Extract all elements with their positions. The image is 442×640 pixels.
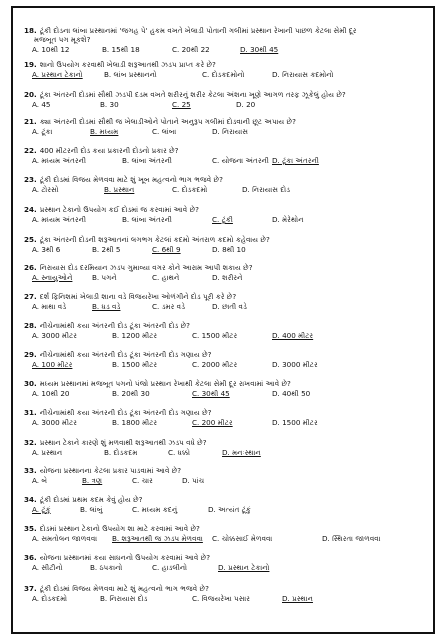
option-c: C. યોજના અંતરની [212, 156, 269, 165]
question-line: નીચેનામાંથી કયા અંતરની દોડ ટૂંકા અંતરની દોડ છે? [39, 321, 190, 330]
option-c: C. ચોક્કસાઈ મેળવવા [212, 534, 273, 543]
question-line: શાનો ઉપયોગ કરવાથી ખેલાડી શરૂઆતથી ઝડપ પ્રાપ્ત કરે છે? [39, 60, 216, 69]
option-b: B. નિરાયાસ દોડ [100, 594, 148, 603]
question-line: ટૂંકી દોડના લાંબા પ્રસ્થાનમાં 'જગહ પે' હુકમ વખતે ખેલાડી પોતાની ગલીમાં પ્રસ્થાન રેખાની પાછળ કેટલા સેમી દૂર [39, 26, 357, 35]
option-c: C. મધ્યમ કદનું [132, 505, 178, 514]
answer-options [28, 155, 428, 165]
question-19 [24, 60, 428, 79]
question-number: 20. [24, 90, 37, 99]
option-d: D. સ્થિરતા જાળવવા [322, 534, 381, 543]
option-c-correct: C. ટૂંકી [212, 215, 233, 224]
question-text [24, 466, 428, 475]
answer-options [28, 44, 428, 54]
question-number: 26. [24, 263, 37, 272]
answer-options [28, 301, 428, 311]
option-b: B. લાંબ પ્રસ્થાનનો [104, 70, 157, 79]
option-c: C. 2000 મીટર [192, 360, 238, 369]
option-a: A. સીટીનો [32, 563, 63, 572]
option-d: D. 3000 મીટર [272, 360, 318, 369]
option-b-correct: B. ધડ વડે [92, 302, 121, 311]
question-text [24, 263, 428, 272]
question-text [24, 553, 428, 562]
question-line: પ્રસ્થાન ટેકાનો ઉપયોગ કઈ દોડમાં જ કરવામાં આવે છે? [39, 205, 199, 214]
question-21 [24, 117, 428, 136]
question-text [24, 438, 428, 447]
option-b: B. 2થી 5 [92, 245, 121, 254]
question-text [24, 146, 428, 155]
option-c: C. દોડકદમો [172, 185, 208, 194]
question-line: ટૂંકા અંતરની દોડની શરૂઆતનાં લગભગ કેટલાં કદમો અંતરાળ કદમો કહેવાય છે? [39, 235, 270, 244]
option-b: B. દોડકદમ [104, 448, 138, 457]
option-c: C. ધક્કો [168, 448, 191, 457]
answer-options [28, 475, 428, 485]
option-b: B. લાંબું [80, 505, 103, 514]
option-c: C. વિજયરેખા પસાર [192, 594, 251, 603]
question-text [24, 117, 428, 126]
question-37 [24, 584, 428, 603]
question-line: ક્યા અંતરની દોડમાં સૌથી જ ખેલાડીઓને પોતાને અનુરૂપ ગલીમાં દોડવાની છૂટ અપાય છે? [39, 117, 296, 126]
option-b: B. 20થી 30 [112, 389, 150, 398]
option-b: B. લાંબા અંતરની [122, 215, 172, 224]
answer-options [28, 388, 428, 398]
question-number: 24. [24, 205, 37, 214]
question-text [24, 408, 428, 417]
option-a: A. 3000 મીટર [32, 418, 77, 427]
answer-options [28, 504, 428, 514]
option-b: B. 1500 મીટર [112, 360, 158, 369]
question-line: ટૂંકી દોડમાં પ્રથમ કદમ કેવું હોય છે? [39, 495, 143, 504]
answer-options [28, 562, 428, 572]
question-35 [24, 524, 428, 543]
question-text [24, 90, 428, 99]
option-d: D. નિરાયાસ કદમોનો [272, 70, 334, 79]
question-number: 27. [24, 292, 37, 301]
option-b-correct: B. શરૂઆતથી જ ઝડપ મેળવવા [112, 534, 203, 543]
question-line: ટૂંકી દોડમાં વિજય મેળવવા માટે શું ખૂબ મહત્વનો ભાગ ભજવે છે? [39, 175, 223, 184]
question-line: 400 મીટરની દોડ કયા પ્રકારની દોડનો પ્રકાર છે? [39, 146, 179, 155]
option-c-correct: C. 25 [172, 100, 191, 109]
option-a-correct: A. ટૂંકું [32, 505, 51, 514]
question-number: 25. [24, 235, 37, 244]
question-text [24, 35, 428, 44]
question-34 [24, 495, 428, 514]
answer-options [28, 359, 428, 369]
answer-options [28, 593, 428, 603]
question-text [24, 321, 428, 330]
option-b: B. 1800 મીટર [112, 418, 158, 427]
option-c-correct: C. 6થી 9 [152, 245, 181, 254]
option-d-correct: D. મનઃસ્થાન [222, 448, 261, 457]
option-a: A. મધ્યમ અંતરની [32, 215, 87, 224]
question-24 [24, 205, 428, 224]
question-23 [24, 175, 428, 194]
question-number: 30. [24, 379, 37, 388]
option-d: D. 20 [236, 100, 256, 109]
option-c: C. ડમર વડે [152, 302, 186, 311]
option-a: A. દોડકદમો [32, 594, 68, 603]
question-line: નીચેનામાંથી કયા અંતરની દોડ ટૂંકા અંતરની દોડ ગણાય છે? [39, 408, 212, 417]
option-d: D. નિરાયાસ [212, 127, 249, 136]
question-number: 37. [24, 584, 37, 593]
option-a-correct: A. સ્નાયુઓને [32, 273, 73, 282]
option-d: D. 40થી 50 [272, 389, 311, 398]
option-d-correct: D. પ્રસ્થાન ટેકાનો [218, 563, 270, 572]
question-line: નિરાયાસ દોડ દરમિયાન ઝડપ ગુમાવ્યા વગર કોને આરામ આપી શકાય છે? [39, 263, 253, 272]
option-d: D. પાંચ [182, 476, 205, 485]
question-text [24, 379, 428, 388]
question-number: 22. [24, 146, 37, 155]
answer-options [28, 99, 428, 109]
question-text [24, 292, 428, 301]
question-line: યોજના પ્રસ્થાનના કેટલા પ્રકાર પાડવામાં આવે છે? [39, 466, 182, 475]
option-d-correct: D. 30થી 45 [240, 45, 279, 54]
question-text [24, 350, 428, 359]
option-d: D. છાતી વડે [212, 302, 247, 311]
question-26 [24, 263, 428, 282]
option-a: A. 3થી 6 [32, 245, 61, 254]
option-b: B. ઠપકાનો [90, 563, 123, 572]
question-28 [24, 321, 428, 340]
option-b-correct: B. ત્રણ [82, 476, 103, 485]
option-d-correct: D. ટૂંકા અંતરની [272, 156, 319, 165]
question-30 [24, 379, 428, 398]
question-text [24, 205, 428, 214]
question-number: 33. [24, 466, 37, 475]
option-c: C. લાંબા [152, 127, 177, 136]
option-d: D. 8થી 10 [212, 245, 246, 254]
option-d: D. અત્યંત ટૂંકું [208, 505, 251, 514]
question-31 [24, 408, 428, 427]
option-b: B. 1200 મીટર [112, 331, 158, 340]
question-27 [24, 292, 428, 311]
option-a: A. માથા વડે [32, 302, 67, 311]
option-b: B. 15થી 18 [102, 45, 140, 54]
question-29 [24, 350, 428, 369]
question-number: 35. [24, 524, 37, 533]
question-25 [24, 235, 428, 254]
question-number: 23. [24, 175, 37, 184]
question-number: 34. [24, 495, 37, 504]
option-a-correct: A. પ્રસ્થાન ટેકાનો [32, 70, 83, 79]
question-33 [24, 466, 428, 485]
question-text [24, 584, 428, 593]
answer-options [28, 244, 428, 254]
option-b: B. 30 [100, 100, 119, 109]
option-d: D. નિરાયાસ દોડ [242, 185, 291, 194]
question-line: ટૂંકા અંતરની દોડમાં સૌથી ઝડપી દડમ વખતે શરીરનું શરીર કેટલા અંશના ખૂણે આગળ તરફ ઝૂકેલું હોય છે? [39, 90, 346, 99]
question-text [24, 26, 428, 35]
option-c: C. 1500 મીટર [192, 331, 238, 340]
option-a: A. બે [32, 476, 48, 485]
option-c-correct: C. 30થી 45 [192, 389, 230, 398]
option-a: A. ટૂંકા [32, 127, 53, 136]
option-a: A. પ્રસ્થાન [32, 448, 63, 457]
option-c: C. 20થી 22 [172, 45, 210, 54]
answer-options [28, 447, 428, 457]
question-line: ટૂંકી દોડમાં વિજય મેળવવા માટે શું મહત્વનો ભાગ ભજવે છે? [39, 584, 209, 593]
question-number: 32. [24, 438, 37, 447]
option-d: D. શરીરને [212, 273, 243, 282]
question-number: 21. [24, 117, 37, 126]
question-number: 19. [24, 60, 37, 69]
answer-options [28, 272, 428, 282]
question-text [24, 60, 428, 69]
question-number: 36. [24, 553, 37, 562]
option-d: D. મેરેથોન [272, 215, 304, 224]
option-c: C. હાથને [152, 273, 180, 282]
answer-options [28, 417, 428, 427]
question-text [24, 175, 428, 184]
question-line: મધ્યમ પ્રસ્થાનમાં મજબૂત પગનો પંજો પ્રસ્થાન રેખાથી કેટલા સેમી દૂર રાખવામાં આવે છે? [39, 379, 291, 388]
question-22 [24, 146, 428, 165]
question-line: પ્રસ્થાન ટેકાને કારણે શું મળવાથી શરૂઆતથી ઝડપ વધે છે? [39, 438, 207, 447]
option-d-correct: D. 400 મીટર [272, 331, 314, 340]
question-18 [24, 26, 428, 54]
option-d: D. 1500 મીટર [272, 418, 318, 427]
answer-options [28, 330, 428, 340]
option-c: C. દોડકદમોનો [202, 70, 245, 79]
option-b: B. પગને [92, 273, 117, 282]
question-line: નીચેનામાંથી કયા અંતરની દોડ ટૂંકા અંતરની દોડ ગણાય છે? [39, 350, 212, 359]
option-a: A. મધ્યમ અંતરની [32, 156, 87, 165]
question-36 [24, 553, 428, 572]
question-line: દોડમાં પ્રસ્થાન ટેકાનો ઉપયોગ શા માટે કરવામાં આવે છે? [39, 524, 200, 533]
option-a: A. ટોરસો [32, 185, 59, 194]
option-a: A. 10થી 12 [32, 45, 70, 54]
question-text [24, 495, 428, 504]
option-b-correct: B. મધ્યમ [90, 127, 119, 136]
option-c-correct: C. 200 મીટર [192, 418, 233, 427]
question-text [24, 235, 428, 244]
option-d-correct: D. પ્રસ્થાન [282, 594, 313, 603]
question-number: 18. [24, 26, 37, 35]
question-number: 29. [24, 350, 37, 359]
option-b-correct: B. પ્રસ્થાન [104, 185, 135, 194]
answer-options [28, 184, 428, 194]
question-line: દર્શ ફિનિશમાં ખેલાડી શાના વડે વિજયરેખા ઓળંગીને દોડ પૂરી કરે છે? [39, 292, 237, 301]
option-b: B. લાંબા અંતરની [122, 156, 172, 165]
option-a: A. સમતોલન જાળવવા [32, 534, 98, 543]
question-line: મજબૂત પગ મૂકશે? [34, 35, 91, 44]
option-c: C. હાડલીનો [152, 563, 188, 572]
answer-options [28, 69, 428, 79]
question-32 [24, 438, 428, 457]
question-20 [24, 90, 428, 109]
answer-options [28, 126, 428, 136]
option-a: A. 45 [32, 100, 51, 109]
question-number: 28. [24, 321, 37, 330]
question-number: 31. [24, 408, 37, 417]
question-line: યોજના પ્રસ્થાનમાં કયા સાધનનો ઉપયોગ કરવામાં આવે છે? [39, 553, 211, 562]
option-a-correct: A. 100 મીટર [32, 360, 73, 369]
option-a: A. 3000 મીટર [32, 331, 77, 340]
option-a: A. 10થી 20 [32, 389, 70, 398]
answer-options [28, 533, 428, 543]
answer-options [28, 214, 428, 224]
option-c: C. ચાર [132, 476, 153, 485]
question-text [24, 524, 428, 533]
